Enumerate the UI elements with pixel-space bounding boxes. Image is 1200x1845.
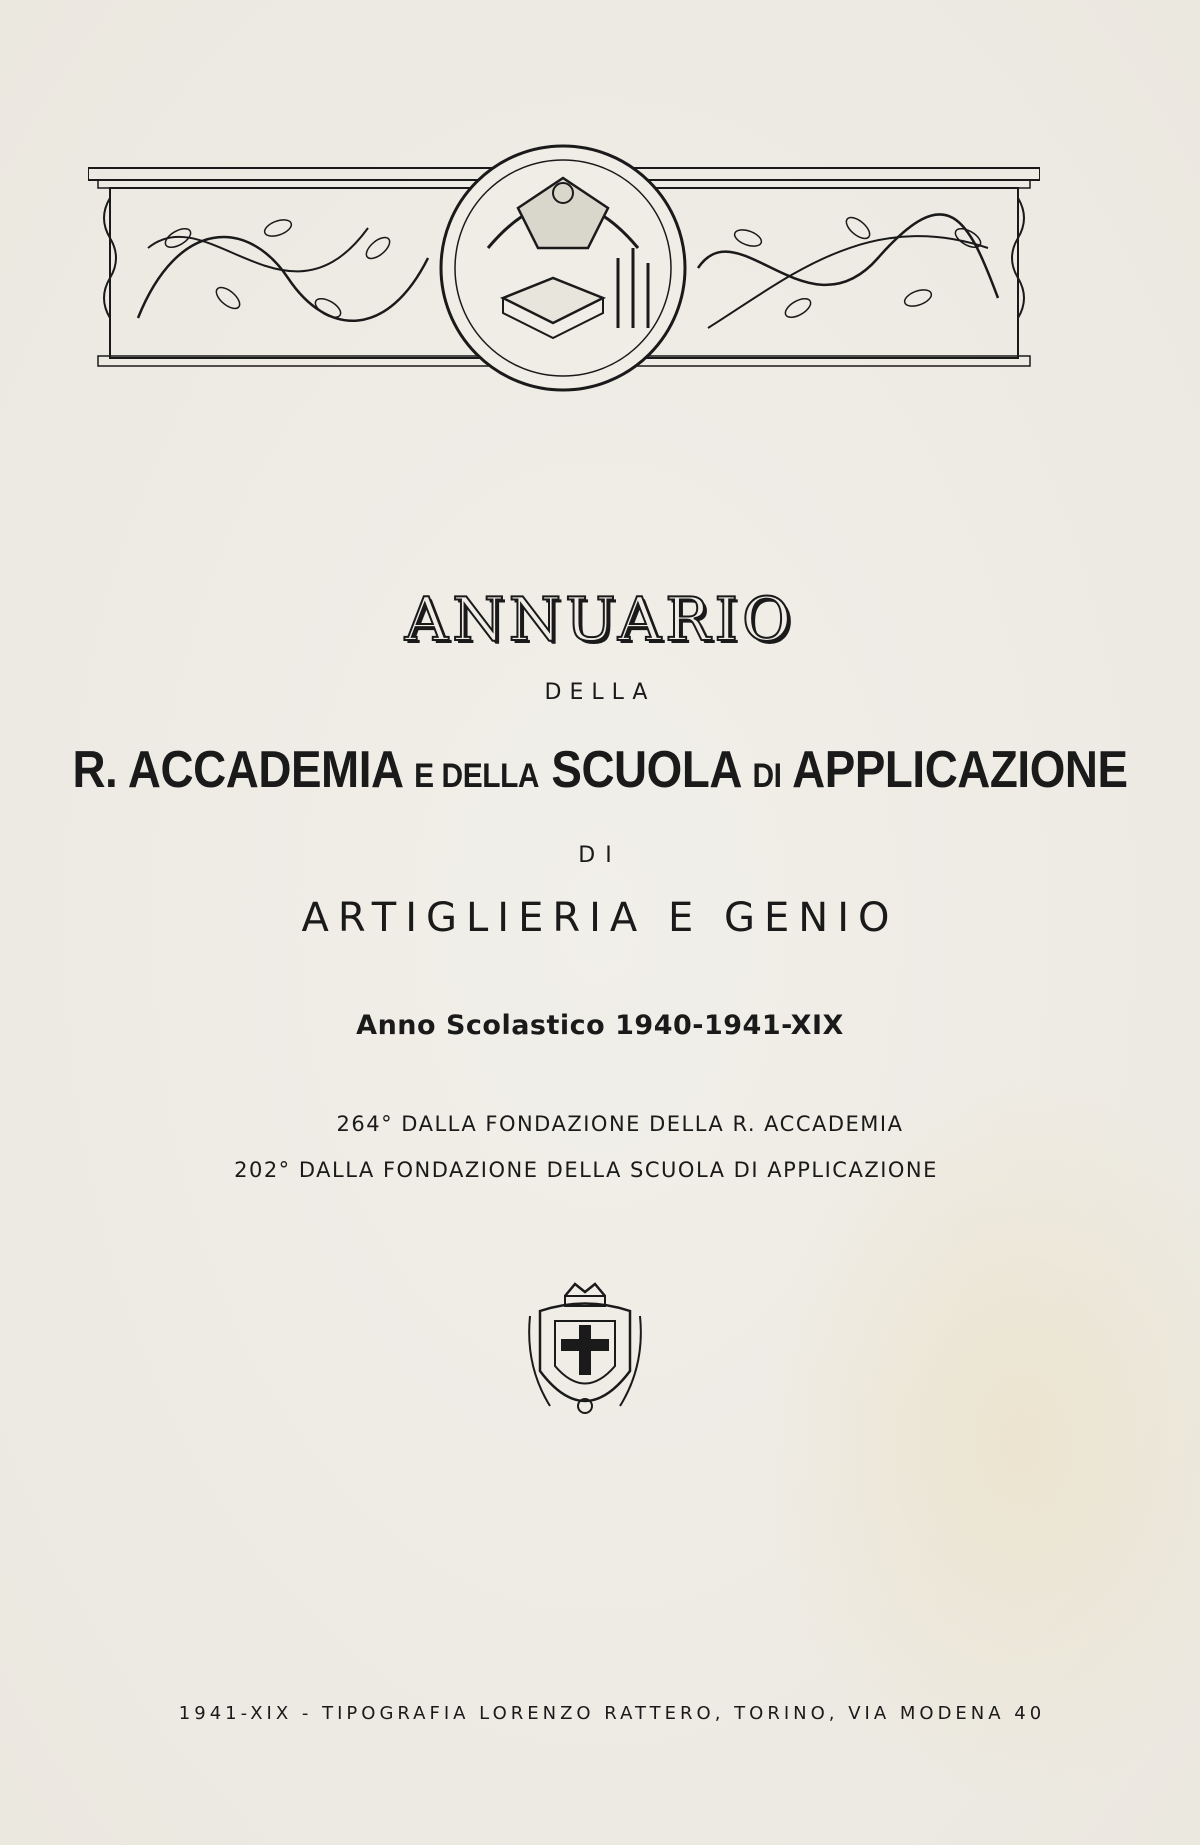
headpiece-ornament-icon xyxy=(88,138,1040,398)
printer-imprint: 1941-XIX - TIPOGRAFIA LORENZO RATTERO, TORINO, VIA MODENA 40 xyxy=(178,1703,1046,1724)
institution-connector-e-della: E DELLA xyxy=(414,757,540,795)
institution-part-applicazione: APPLICAZIONE xyxy=(792,741,1128,799)
title-annuario: ANNUARIO xyxy=(404,585,796,655)
institution-part-scuola: SCUOLA xyxy=(551,741,741,799)
artiglieria-genio-title: ARTIGLIERIA E GENIO xyxy=(301,895,899,941)
school-year: Anno Scolastico 1940-1941-XIX xyxy=(356,1010,844,1041)
savoy-coat-of-arms-icon xyxy=(520,1276,650,1426)
foundation-line-scuola: 202° DALLA FONDAZIONE DELLA SCUOLA DI APPLICAZIONE xyxy=(234,1158,938,1182)
foundation-line-accademia: 264° DALLA FONDAZIONE DELLA R. ACCADEMIA xyxy=(336,1112,904,1136)
institution-connector-di: DI xyxy=(752,757,782,795)
institution-part-accademia: R. ACCADEMIA xyxy=(72,741,402,799)
di-label: DI xyxy=(578,843,622,868)
della-label: DELLA xyxy=(544,680,656,705)
institution-name xyxy=(72,740,1128,800)
